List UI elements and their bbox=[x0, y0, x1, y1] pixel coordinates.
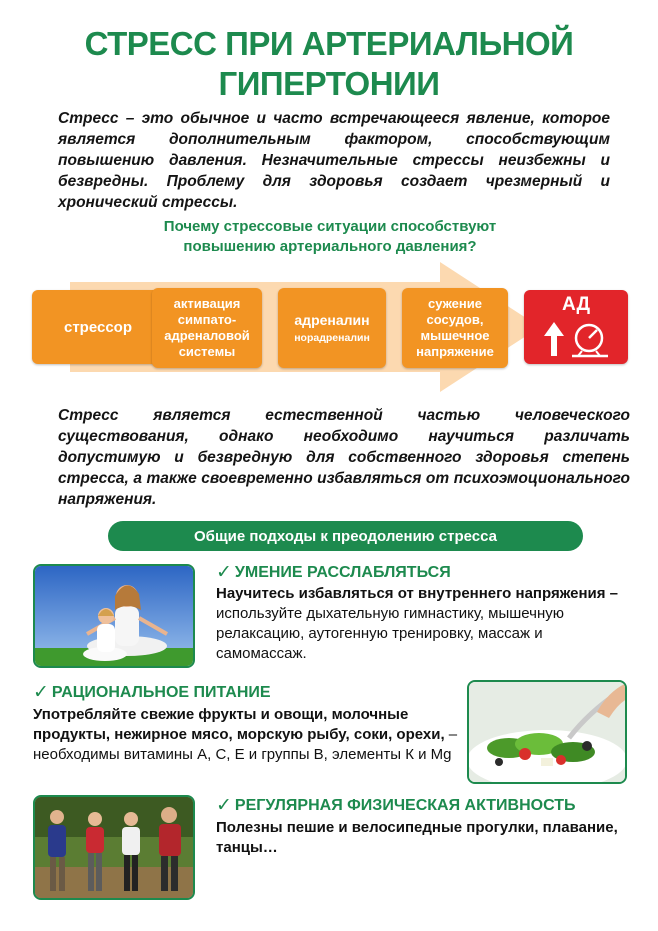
salad-illustration bbox=[469, 682, 627, 784]
relax-title bbox=[216, 563, 451, 583]
nutrition-title-label: РАЦИОНАЛЬНОЕ ПИТАНИЕ bbox=[51, 684, 271, 701]
meditation-photo bbox=[33, 564, 195, 668]
flow-step-stressor-label: стрессор bbox=[63, 318, 132, 336]
flow-step-adrenaline bbox=[278, 288, 386, 368]
relax-title-label: УМЕНИЕ РАССЛАБЛЯТЬСЯ bbox=[234, 564, 451, 581]
flow-step-activation-line-2: симпато- bbox=[177, 312, 237, 327]
relax-text-rest: используйте дыхательную гимнастику, мышечную релаксацию, аутогенную тренировку, массаж и самомассаж. bbox=[216, 605, 564, 662]
nutrition-text-rest: – необходимы витамины А, С, Е и группы В, элементы К и Mg bbox=[33, 726, 458, 763]
question-line-1: Почему стрессовые ситуации способствуют bbox=[163, 218, 497, 235]
flow-step-adrenaline-main: адреналин bbox=[294, 312, 370, 328]
flow-step-activation-line-1: активация bbox=[173, 296, 241, 311]
walking-illustration bbox=[35, 797, 195, 900]
question-line-2: повышению артериального давления? bbox=[183, 238, 477, 255]
flow-result-blood-pressure bbox=[524, 290, 628, 364]
nutrition-title bbox=[33, 683, 271, 703]
page-title bbox=[0, 24, 658, 104]
stress-flow-diagram bbox=[0, 262, 658, 392]
salad-photo bbox=[467, 680, 627, 784]
up-arrow-gauge-icon bbox=[542, 320, 612, 360]
intro-paragraph: Стресс – это обычное и часто встречающееся явление, которое является дополнительным фактором, способствующим повышению давления. Незначительные стрессы неизбежны и безвредны. Проблему для здоровья создает чрезмерный и хронический стрессы. bbox=[58, 110, 610, 211]
nutrition-text-bold: Употребляйте свежие фрукты и овощи, молочные продукты, нежирное мясо, морскую рыбу, соки, орехи, bbox=[33, 706, 445, 743]
nutrition-text bbox=[33, 705, 458, 765]
flow-step-vaso-line-4: напряжение bbox=[416, 344, 494, 359]
blood-pressure-label: АД bbox=[562, 294, 590, 315]
title-line-1: СТРЕСС ПРИ АРТЕРИАЛЬНОЙ bbox=[84, 25, 574, 62]
activity-title-label: РЕГУЛЯРНАЯ ФИЗИЧЕСКАЯ АКТИВНОСТЬ bbox=[234, 797, 576, 814]
flow-step-activation-line-3: адреналовой bbox=[164, 328, 250, 343]
question-heading bbox=[90, 217, 570, 257]
check-icon: ✓ bbox=[216, 562, 232, 583]
relax-text bbox=[216, 584, 630, 664]
flow-step-activation-line-4: системы bbox=[178, 344, 236, 359]
check-icon: ✓ bbox=[33, 682, 49, 703]
flow-step-activation bbox=[152, 288, 262, 368]
flow-step-stressor bbox=[32, 290, 164, 364]
relax-text-bold: Научитесь избавляться от внутреннего напряжения – bbox=[216, 585, 619, 602]
approaches-banner-label: Общие подходы к преодолению стресса bbox=[194, 527, 497, 545]
flow-step-adrenaline-sub: норадреналин bbox=[294, 332, 370, 344]
walking-photo bbox=[33, 795, 195, 900]
flow-step-vaso-line-1: сужение bbox=[428, 296, 482, 311]
flow-step-vaso-line-3: мышечное bbox=[420, 328, 490, 343]
meditation-illustration bbox=[35, 566, 195, 668]
second-paragraph: Стресс является естественной частью человеческого существования, однако необходимо научиться различать допустимую и безвредную для собственного здоровья степень стресса, а также своевременно избавляться от психоэмоционального напряжения. bbox=[58, 407, 630, 508]
flow-step-vaso-line-2: сосудов, bbox=[426, 312, 484, 327]
activity-text: Полезны пешие и велосипедные прогулки, плавание, танцы… bbox=[216, 819, 618, 856]
flow-step-vasoconstriction bbox=[402, 288, 508, 368]
title-line-2: ГИПЕРТОНИИ bbox=[218, 65, 440, 102]
activity-title bbox=[216, 796, 576, 816]
approaches-banner bbox=[108, 521, 583, 551]
check-icon: ✓ bbox=[216, 795, 232, 816]
